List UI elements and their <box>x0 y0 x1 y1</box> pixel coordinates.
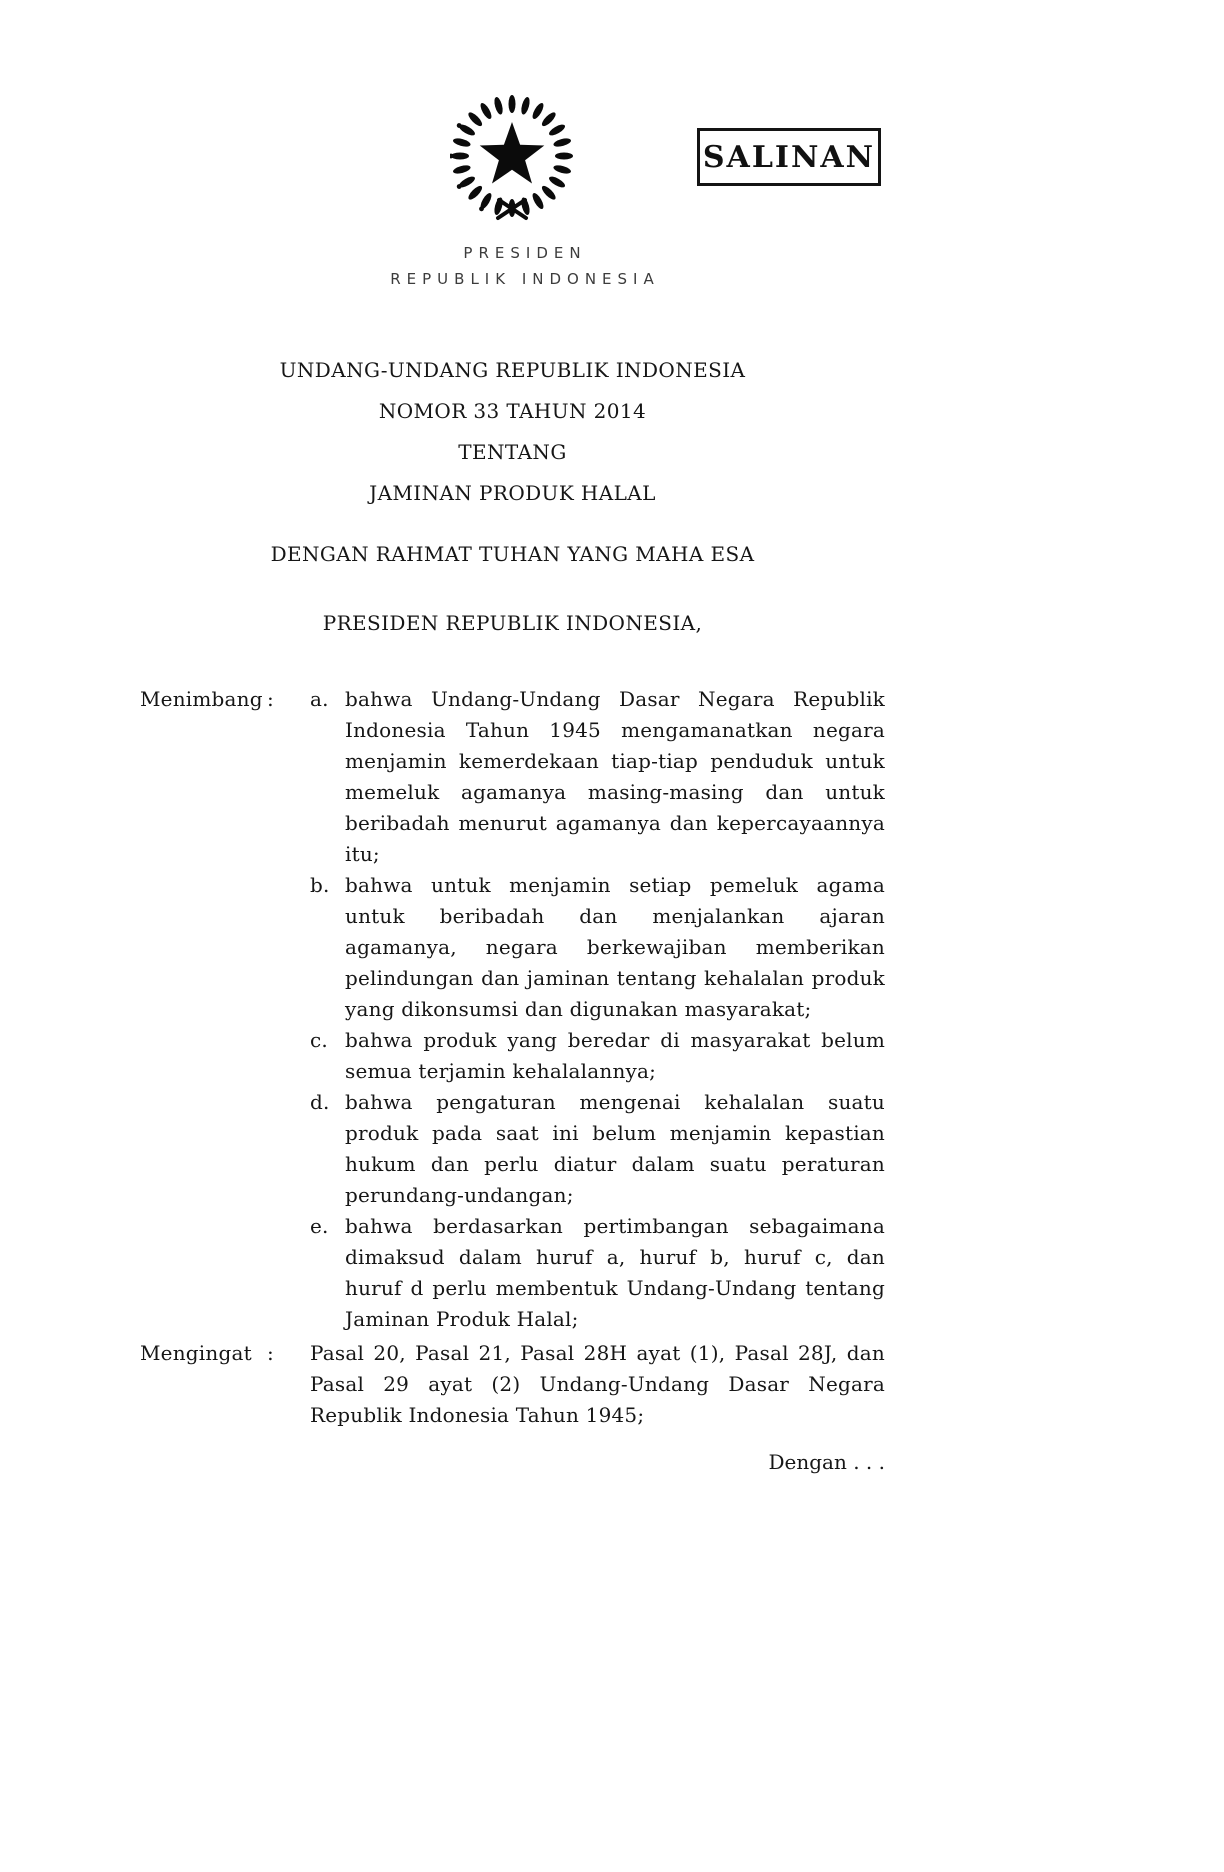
doc-invocation: DENGAN RAHMAT TUHAN YANG MAHA ESA <box>270 542 755 566</box>
menimbang-section <box>140 684 885 1335</box>
item-text: bahwa pengaturan mengenai kehalalan suatu produk pada saat ini belum menjamin kepastian hukum dan perlu diatur dalam suatu peraturan perundang-undangan; <box>345 1090 885 1207</box>
menimbang-item-e <box>310 1211 885 1335</box>
doc-authority: PRESIDEN REPUBLIK INDONESIA, <box>322 611 703 635</box>
mengingat-section <box>140 1338 885 1431</box>
seal-caption-line1: PRESIDEN <box>463 244 587 262</box>
item-letter: c. <box>310 1028 328 1052</box>
item-text: bahwa untuk menjamin setiap pemeluk agama untuk beribadah dan menjalankan ajaran agamanya, negara berkewajiban memberikan pelindungan dan jaminan tentang kehalalan produk yang dikonsumsi dan digunakan masyarakat; <box>345 873 885 1021</box>
seal-caption <box>140 240 910 292</box>
document-body <box>140 684 885 1431</box>
menimbang-label-colon: : <box>267 687 274 711</box>
catchword-text: Dengan . . . <box>768 1450 885 1474</box>
menimbang-item-a <box>310 684 885 870</box>
item-letter: b. <box>310 873 330 897</box>
doc-title-line-4: JAMINAN PRODUK HALAL <box>369 481 656 505</box>
doc-title-line-1: UNDANG-UNDANG REPUBLIK INDONESIA <box>279 358 746 382</box>
salinan-stamp-label: SALINAN <box>702 139 876 175</box>
menimbang-item-b <box>310 870 885 1025</box>
seal-caption-line2: REPUBLIK INDONESIA <box>390 270 660 288</box>
mengingat-label <box>140 1338 310 1369</box>
item-text: bahwa berdasarkan pertimbangan sebagaimana dimaksud dalam huruf a, huruf b, huruf c, dan huruf d perlu membentuk Undang-Undang tentang Jaminan Produk Halal; <box>345 1214 885 1331</box>
item-letter: e. <box>310 1214 329 1238</box>
menimbang-items <box>310 684 885 1335</box>
menimbang-item-c <box>310 1025 885 1087</box>
mengingat-label-colon: : <box>267 1341 274 1365</box>
doc-title-line-2: NOMOR 33 TAHUN 2014 <box>378 399 647 423</box>
page-catchword <box>140 1447 885 1478</box>
menimbang-label-word: Menimbang <box>140 687 263 711</box>
doc-title-line-3: TENTANG <box>458 440 567 464</box>
presidential-seal-icon <box>450 90 574 232</box>
menimbang-label <box>140 684 310 715</box>
salinan-stamp <box>697 128 881 186</box>
item-letter: d. <box>310 1090 330 1114</box>
menimbang-item-d <box>310 1087 885 1211</box>
mengingat-content <box>310 1338 885 1431</box>
mengingat-label-word: Mengingat <box>140 1341 252 1365</box>
item-text: bahwa Undang-Undang Dasar Negara Republik Indonesia Tahun 1945 mengamanatkan negara menjamin kemerdekaan tiap-tiap penduduk untuk memeluk agamanya masing-masing dan untuk beribadah menurut agamanya dan kepercayaannya itu; <box>345 687 885 866</box>
item-text: bahwa produk yang beredar di masyarakat belum semua terjamin kehalalannya; <box>345 1028 885 1083</box>
title-block <box>140 350 885 644</box>
item-letter: a. <box>310 687 329 711</box>
mengingat-text: Pasal 20, Pasal 21, Pasal 28H ayat (1), Pasal 28J, dan Pasal 29 ayat (2) Undang-Undang Dasar Negara Republik Indonesia Tahun 1945; <box>310 1341 885 1427</box>
